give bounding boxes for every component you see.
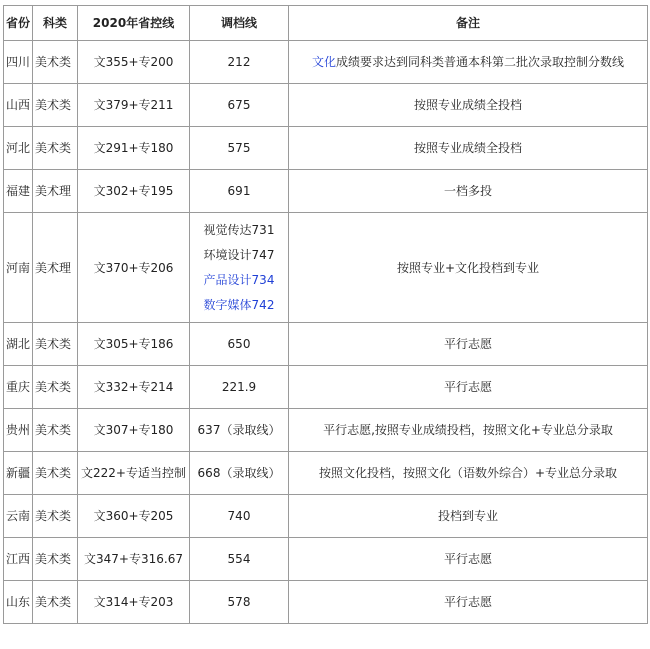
remark-cell: 平行志愿	[289, 366, 648, 409]
category-cell: 美术类	[33, 409, 78, 452]
tiao-dang-cell: 637（录取线）	[190, 409, 289, 452]
control-line-cell: 文370+专206	[78, 213, 190, 323]
tiao-dang-cell: 668（录取线）	[190, 452, 289, 495]
table-row	[4, 84, 648, 127]
control-line-cell: 文379+专211	[78, 84, 190, 127]
category-cell: 美术类	[33, 84, 78, 127]
province-cell: 云南	[4, 495, 33, 538]
tiao-dang-cell: 212	[190, 41, 289, 84]
remark-cell: 平行志愿	[289, 538, 648, 581]
category-cell: 美术理	[33, 170, 78, 213]
province-cell: 贵州	[4, 409, 33, 452]
province-cell: 江西	[4, 538, 33, 581]
control-line-cell: 文332+专214	[78, 366, 190, 409]
control-line-cell: 文307+专180	[78, 409, 190, 452]
tiao-dang-link[interactable]: 数字媒体742	[203, 297, 275, 312]
tiao-dang-cell: 675	[190, 84, 289, 127]
tiao-dang-line: 视觉传达731	[203, 222, 275, 237]
tiao-dang-cell: 691	[190, 170, 289, 213]
category-cell: 美术类	[33, 495, 78, 538]
remark-text: 成绩要求达到同科类普通本科第二批次录取控制分数线	[336, 55, 625, 69]
remark-cell: 按照文化投档，按照文化（语数外综合）+专业总分录取	[289, 452, 648, 495]
remark-cell: 按照专业成绩全投档	[289, 84, 648, 127]
control-line-cell: 文302+专195	[78, 170, 190, 213]
tiao-dang-cell: 554	[190, 538, 289, 581]
tiao-dang-cell: 578	[190, 581, 289, 624]
admission-table	[3, 5, 648, 624]
table-row	[4, 409, 648, 452]
table-row	[4, 495, 648, 538]
province-cell: 福建	[4, 170, 33, 213]
table-row	[4, 538, 648, 581]
header-tiao-dang: 调档线	[190, 6, 289, 41]
province-cell: 河南	[4, 213, 33, 323]
province-cell: 河北	[4, 127, 33, 170]
tiao-dang-cell: 221.9	[190, 366, 289, 409]
table-row	[4, 366, 648, 409]
tiao-dang-cell: 650	[190, 323, 289, 366]
table-row	[4, 323, 648, 366]
header-category: 科类	[33, 6, 78, 41]
category-cell: 美术类	[33, 41, 78, 84]
header-province: 省份	[4, 6, 33, 41]
table-row	[4, 213, 648, 323]
table-row	[4, 170, 648, 213]
category-cell: 美术类	[33, 323, 78, 366]
header-control-line: 2020年省控线	[78, 6, 190, 41]
control-line-cell: 文291+专180	[78, 127, 190, 170]
province-cell: 山西	[4, 84, 33, 127]
table-row	[4, 41, 648, 84]
tiao-dang-line: 环境设计747	[203, 247, 275, 262]
category-cell: 美术类	[33, 581, 78, 624]
category-cell: 美术类	[33, 452, 78, 495]
control-line-cell: 文314+专203	[78, 581, 190, 624]
province-cell: 山东	[4, 581, 33, 624]
remark-cell: 按照专业+文化投档到专业	[289, 213, 648, 323]
category-cell: 美术类	[33, 538, 78, 581]
control-line-cell: 文355+专200	[78, 41, 190, 84]
table-row	[4, 581, 648, 624]
remark-cell: 按照专业成绩全投档	[289, 127, 648, 170]
category-cell: 美术类	[33, 366, 78, 409]
remark-cell: 投档到专业	[289, 495, 648, 538]
header-row	[4, 6, 648, 41]
table-row	[4, 127, 648, 170]
remark-cell: 平行志愿	[289, 323, 648, 366]
province-cell: 四川	[4, 41, 33, 84]
category-cell: 美术理	[33, 213, 78, 323]
remark-cell: 一档多投	[289, 170, 648, 213]
remark-link[interactable]: 文化	[311, 55, 336, 69]
control-line-cell: 文222+专适当控制	[78, 452, 190, 495]
header-remark: 备注	[289, 6, 648, 41]
category-cell: 美术类	[33, 127, 78, 170]
table-row	[4, 452, 648, 495]
remark-cell: 平行志愿	[289, 581, 648, 624]
province-cell: 重庆	[4, 366, 33, 409]
tiao-dang-link[interactable]: 产品设计734	[203, 272, 275, 287]
province-cell: 新疆	[4, 452, 33, 495]
province-cell: 湖北	[4, 323, 33, 366]
remark-cell: 平行志愿,按照专业成绩投档，按照文化+专业总分录取	[289, 409, 648, 452]
remark-cell	[289, 41, 648, 84]
tiao-dang-cell: 740	[190, 495, 289, 538]
control-line-cell: 文305+专186	[78, 323, 190, 366]
tiao-dang-cell	[190, 213, 289, 323]
control-line-cell: 文347+专316.67	[78, 538, 190, 581]
tiao-dang-cell: 575	[190, 127, 289, 170]
control-line-cell: 文360+专205	[78, 495, 190, 538]
